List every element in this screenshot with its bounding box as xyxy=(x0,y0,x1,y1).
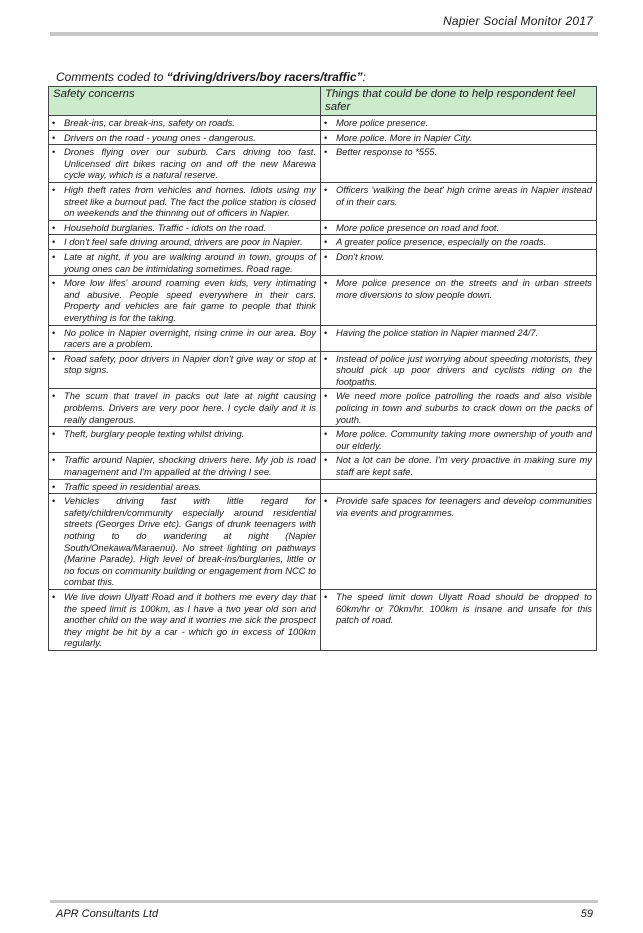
safety-concern-cell xyxy=(49,479,321,494)
bullet-icon: • xyxy=(52,221,56,233)
comment-text: Having the police station in Napier manned 24/7. xyxy=(336,326,539,338)
bullet-item xyxy=(52,353,316,376)
bullet-item xyxy=(52,495,316,588)
comment-text: Late at night, if you are walking around in town, groups of young ones can be intimidating sometimes. Road rage. xyxy=(64,250,316,274)
safety-concern-cell xyxy=(49,130,321,145)
safety-concern-cell xyxy=(49,351,321,389)
safety-concern-cell xyxy=(49,427,321,453)
bullet-item xyxy=(52,277,316,323)
bullet-icon: • xyxy=(324,495,328,507)
table-row xyxy=(49,589,597,650)
bullet-icon: • xyxy=(52,131,56,143)
table-row xyxy=(49,494,597,590)
comment-text: More police. More in Napier City. xyxy=(336,131,472,143)
bullet-icon: • xyxy=(324,146,328,158)
safety-concern-cell xyxy=(49,249,321,275)
comment-text: Theft, burglary people texting whilst driving. xyxy=(64,428,245,440)
comment-text: I don't feel safe driving around, drivers are poor in Napier. xyxy=(64,236,303,248)
bullet-icon: • xyxy=(52,277,56,289)
comment-text: Road safety, poor drivers in Napier don't give way or stop at stop signs. xyxy=(64,352,316,376)
table-row xyxy=(49,182,597,220)
comment-text: Instead of police just worrying about speeding motorists, they should pick up poor drivers and cyclists riding on the footpaths. xyxy=(336,352,592,387)
bullet-item xyxy=(324,428,592,451)
table-body xyxy=(49,116,597,651)
table-row xyxy=(49,351,597,389)
comment-text: A greater police presence, especially on the roads. xyxy=(336,236,547,248)
bullet-icon: • xyxy=(52,117,56,128)
caption-suffix: : xyxy=(362,70,366,84)
bullet-icon: • xyxy=(52,146,56,158)
safety-concern-cell xyxy=(49,325,321,351)
comment-text: Better response to *555. xyxy=(336,146,438,158)
bullet-item xyxy=(324,353,592,388)
bullet-item xyxy=(324,132,592,144)
safer-suggestion-cell xyxy=(321,427,597,453)
safety-concern-cell xyxy=(49,389,321,427)
table-caption xyxy=(56,70,366,84)
bullet-item xyxy=(52,117,316,129)
safer-suggestion-cell xyxy=(321,235,597,250)
bullet-icon: • xyxy=(324,326,328,338)
safety-concern-cell xyxy=(49,182,321,220)
comment-text: Vehicles driving fast with little regard for safety/children/community especially around residential streets (Georges Drive etc). Gangs of drunk teenagers with nothing to do wandering at night (Napier South/Onekawa/Maraenui). No street lighting on pathways (Marine Parade). High level of break-ins/burglaries, little or no focus on community building or engagement from NCC to combat this. xyxy=(64,495,316,588)
header-rule xyxy=(50,32,598,36)
bullet-icon: • xyxy=(324,117,328,128)
comment-text: More low lifes' around roaming even kids, very intimating and abusive. People speed everywhere in their cars. Property and vehicles are fair game to people that think everything is for the taking. xyxy=(64,277,316,323)
bullet-icon: • xyxy=(52,590,56,602)
safer-suggestion-cell xyxy=(321,494,597,590)
comment-text: Officers 'walking the beat' high crime areas in Napier instead of in their cars. xyxy=(336,183,592,207)
comment-text: More police presence on road and foot. xyxy=(336,221,500,233)
safer-suggestion-cell xyxy=(321,389,597,427)
bullet-icon: • xyxy=(52,236,56,248)
comment-text: Household burglaries. Traffic - idiots on the road. xyxy=(64,221,267,233)
bullet-icon: • xyxy=(52,390,56,402)
bullet-item xyxy=(52,184,316,219)
bullet-icon: • xyxy=(324,221,328,233)
table-row xyxy=(49,130,597,145)
comment-text: More police. Community taking more ownership of youth and our elderly. xyxy=(336,428,592,451)
bullet-item xyxy=(52,222,316,234)
bullet-item xyxy=(52,251,316,274)
table-row xyxy=(49,220,597,235)
comment-text: More police presence on the streets and in urban streets more diversions to slow people down. xyxy=(336,277,592,300)
bullet-icon: • xyxy=(324,352,328,364)
safer-suggestion-cell xyxy=(321,220,597,235)
comment-text: We live down Ulyatt Road and it bothers me every day that the speed limit is 100km, as I have a two year old son and another child on the way and it worries me sick the prospect they might be hit by a car - which go in excess of 100km regularly. xyxy=(64,590,316,649)
caption-prefix: Comments coded to xyxy=(56,70,167,84)
bullet-item xyxy=(52,454,316,477)
comment-text: High theft rates from vehicles and homes. Idiots using my street like a burnout pad. The fact the police station is closed on weekends and the thinning out of officers in Napier. xyxy=(64,183,316,219)
bullet-item xyxy=(324,117,592,129)
bullet-item xyxy=(324,454,592,477)
bullet-item xyxy=(52,327,316,350)
safer-suggestion-cell xyxy=(321,276,597,325)
table-row xyxy=(49,325,597,351)
table-row xyxy=(49,235,597,250)
bullet-item xyxy=(324,184,592,207)
bullet-icon: • xyxy=(52,428,56,440)
bullet-icon: • xyxy=(324,131,328,143)
comment-text: No police in Napier overnight, rising crime in our area. Boy racers are a problem. xyxy=(64,326,316,350)
bullet-icon: • xyxy=(52,250,56,262)
table-row xyxy=(49,427,597,453)
caption-topic: “driving/drivers/boy racers/traffic” xyxy=(166,70,363,84)
bullet-icon: • xyxy=(324,277,328,289)
bullet-item xyxy=(52,390,316,425)
comment-text: Don't know. xyxy=(336,250,385,262)
comment-text: Break-ins, car break-ins, safety on roads. xyxy=(64,117,235,128)
bullet-icon: • xyxy=(324,236,328,248)
comment-text: Traffic speed in residential areas. xyxy=(64,480,202,492)
comment-text: Traffic around Napier, shocking drivers here. My job is road management and I'm appalled at the driving I see. xyxy=(64,454,316,478)
comment-text: We need more police patrolling the roads and also visible policing in town and suburbs to crack down on the packs of youth. xyxy=(336,390,592,425)
bullet-icon: • xyxy=(52,495,56,507)
bullet-icon: • xyxy=(52,454,56,466)
bullet-item xyxy=(324,495,592,518)
bullet-item xyxy=(52,236,316,248)
comments-table xyxy=(48,86,597,651)
table-row xyxy=(49,145,597,183)
safety-concern-cell xyxy=(49,453,321,479)
footer-organisation: APR Consultants Ltd xyxy=(56,908,159,920)
bullet-item xyxy=(52,481,316,493)
bullet-icon: • xyxy=(324,390,328,402)
column-header-things-to-do: Things that could be done to help respondent feel safer xyxy=(321,87,597,116)
bullet-icon: • xyxy=(52,183,56,195)
footer-rule xyxy=(50,900,598,903)
bullet-item xyxy=(324,277,592,300)
safety-concern-cell xyxy=(49,276,321,325)
bullet-item xyxy=(52,132,316,144)
safer-suggestion-cell xyxy=(321,351,597,389)
safer-suggestion-cell xyxy=(321,116,597,131)
safer-suggestion-cell xyxy=(321,325,597,351)
table-row xyxy=(49,389,597,427)
safety-concern-cell xyxy=(49,589,321,650)
bullet-item xyxy=(52,591,316,649)
page-number: 59 xyxy=(580,908,593,920)
bullet-item xyxy=(324,251,592,263)
bullet-icon: • xyxy=(324,183,328,195)
comment-text: Drivers on the road - young ones - dangerous. xyxy=(64,131,256,143)
table-row xyxy=(49,249,597,275)
bullet-icon: • xyxy=(324,590,328,602)
comment-text: The scum that travel in packs out late at night causing problems. Drivers are very poor here. I cycle daily and it is really dangerous. xyxy=(64,390,316,425)
table-header-row xyxy=(49,87,597,116)
bullet-item xyxy=(52,428,316,440)
bullet-icon: • xyxy=(324,454,328,466)
safety-concern-cell xyxy=(49,220,321,235)
safety-concern-cell xyxy=(49,235,321,250)
running-header: Napier Social Monitor 2017 xyxy=(443,14,593,28)
safer-suggestion-cell xyxy=(321,453,597,479)
comment-text: More police presence. xyxy=(336,117,429,128)
column-header-safety-concerns: Safety concerns xyxy=(49,87,321,116)
bullet-icon: • xyxy=(324,250,328,262)
bullet-item xyxy=(324,222,592,234)
table-row xyxy=(49,116,597,131)
safer-suggestion-cell xyxy=(321,182,597,220)
table-row xyxy=(49,479,597,494)
bullet-item xyxy=(52,146,316,181)
comment-text: Provide safe spaces for teenagers and develop communities via events and programmes. xyxy=(336,495,592,518)
safety-concern-cell xyxy=(49,116,321,131)
safer-suggestion-cell xyxy=(321,130,597,145)
table-row xyxy=(49,276,597,325)
bullet-icon: • xyxy=(52,480,56,492)
bullet-icon: • xyxy=(52,326,56,338)
bullet-item xyxy=(324,591,592,626)
safer-suggestion-cell xyxy=(321,249,597,275)
safer-suggestion-cell xyxy=(321,479,597,494)
comment-text: Not a lot can be done. I'm very proactive in making sure my staff are kept safe. xyxy=(336,454,592,478)
safety-concern-cell xyxy=(49,145,321,183)
safer-suggestion-cell xyxy=(321,589,597,650)
comment-text: The speed limit down Ulyatt Road should be dropped to 60km/hr or 70km/hr. 100km is insane and unsafe for this patch of road. xyxy=(336,590,592,626)
bullet-icon: • xyxy=(52,352,56,364)
bullet-icon: • xyxy=(324,428,328,440)
safety-concern-cell xyxy=(49,494,321,590)
safer-suggestion-cell xyxy=(321,145,597,183)
bullet-item xyxy=(324,327,592,339)
comment-text: Drones flying over our suburb. Cars driving too fast. Unlicensed dirt bikes racing on and off the new Marewa cycle way, which is a natural reserve. xyxy=(64,146,316,181)
bullet-item xyxy=(324,390,592,425)
bullet-item xyxy=(324,146,592,158)
bullet-item xyxy=(324,236,592,248)
table-row xyxy=(49,453,597,479)
